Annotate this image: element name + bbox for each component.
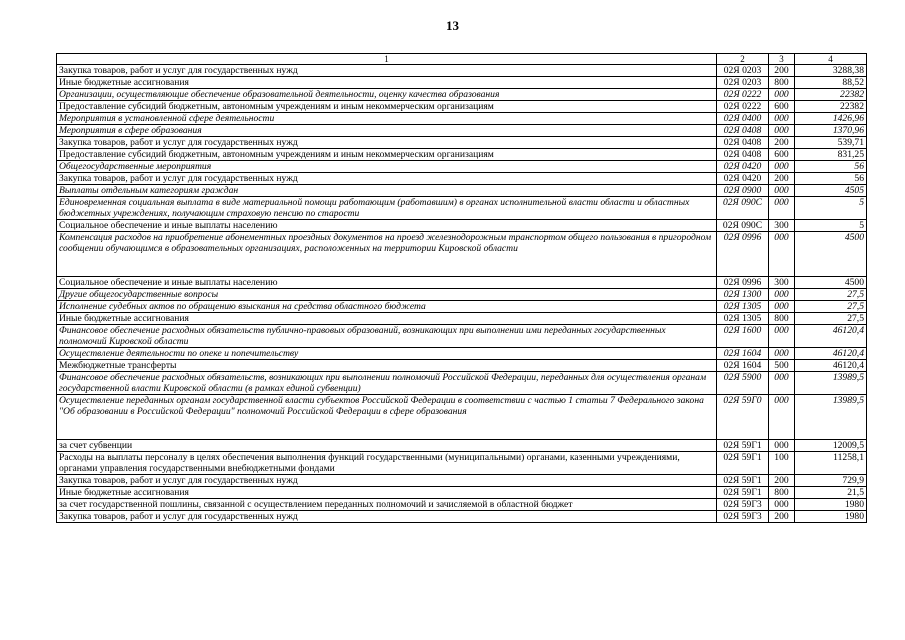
row-target-code: 02Я 090С: [717, 220, 769, 232]
table-row: [57, 232, 867, 277]
table-row: [57, 137, 867, 149]
row-expense-type: 200: [769, 511, 795, 523]
row-name: Мероприятия в установленной сфере деятельности: [57, 113, 717, 125]
table-row: [57, 185, 867, 197]
row-target-code: 02Я 59Г3: [717, 499, 769, 511]
row-name: Расходы на выплаты персоналу в целях обеспечения выполнения функций государственными (муниципальными) органами, казенными учреждениями, органами управления государственными внебюджетными фондами: [57, 452, 717, 475]
row-expense-type: 800: [769, 313, 795, 325]
row-amount: 831,25: [795, 149, 867, 161]
table-row: [57, 161, 867, 173]
row-name: Единовременная социальная выплата в виде материальной помощи работающим (работавшим) в органах исполнительной власти области и областных бюджетных учреждениях, получающим страховую пенсию по старости: [57, 197, 717, 220]
row-amount: 46120,4: [795, 325, 867, 348]
row-name: за счет государственной пошлины, связанной с осуществлением переданных полномочий и зачисляемой в областной бюджет: [57, 499, 717, 511]
row-target-code: 02Я 0203: [717, 65, 769, 77]
row-expense-type: 000: [769, 325, 795, 348]
row-amount: 5: [795, 220, 867, 232]
row-amount: 4500: [795, 232, 867, 277]
row-target-code: 02Я 0996: [717, 232, 769, 277]
row-name: Закупка товаров, работ и услуг для государственных нужд: [57, 511, 717, 523]
page-number: 13: [446, 18, 459, 33]
row-name: Иные бюджетные ассигнования: [57, 77, 717, 89]
row-expense-type: 200: [769, 173, 795, 185]
row-name: Исполнение судебных актов по обращению взыскания на средства областного бюджета: [57, 301, 717, 313]
row-amount: 729,9: [795, 475, 867, 487]
table-row: [57, 452, 867, 475]
table-row: [57, 372, 867, 395]
row-target-code: 02Я 1305: [717, 313, 769, 325]
row-expense-type: 000: [769, 372, 795, 395]
table-row: [57, 487, 867, 499]
row-amount: 46120,4: [795, 348, 867, 360]
row-target-code: 02Я 59Г0: [717, 395, 769, 440]
row-name: Осуществление деятельности по опеке и попечительству: [57, 348, 717, 360]
row-amount: 22382: [795, 101, 867, 113]
row-name: Предоставление субсидий бюджетным, автономным учреждениям и иным некоммерческим организациям: [57, 101, 717, 113]
row-expense-type: 000: [769, 89, 795, 101]
row-target-code: 02Я 0408: [717, 125, 769, 137]
table-header-row: [57, 54, 867, 65]
row-amount: 11258,1: [795, 452, 867, 475]
table-row: [57, 499, 867, 511]
row-amount: 46120,4: [795, 360, 867, 372]
budget-table: [56, 53, 867, 523]
table-row: [57, 313, 867, 325]
header-col-1: 1: [57, 54, 717, 65]
row-amount: 27,5: [795, 289, 867, 301]
row-amount: 13989,5: [795, 395, 867, 440]
row-name: Социальное обеспечение и иные выплаты населению: [57, 277, 717, 289]
table-row: [57, 220, 867, 232]
row-name: Другие общегосударственные вопросы: [57, 289, 717, 301]
table-row: [57, 197, 867, 220]
row-amount: 1426,96: [795, 113, 867, 125]
row-name: Организации, осуществляющие обеспечение образовательной деятельности, оценку качества образования: [57, 89, 717, 101]
row-expense-type: 000: [769, 197, 795, 220]
table-row: [57, 475, 867, 487]
row-expense-type: 600: [769, 101, 795, 113]
table-row: [57, 440, 867, 452]
row-expense-type: 500: [769, 360, 795, 372]
row-target-code: 02Я 1604: [717, 360, 769, 372]
table-row: [57, 113, 867, 125]
row-name: Финансовое обеспечение расходных обязательств, возникающих при выполнении полномочий Российской Федерации, переданных для осуществления органам государственной власти Кировской области (в рамках единой субвенции): [57, 372, 717, 395]
table-row: [57, 125, 867, 137]
row-target-code: 02Я 0408: [717, 137, 769, 149]
row-name: Межбюджетные трансферты: [57, 360, 717, 372]
row-amount: 22382: [795, 89, 867, 101]
row-amount: 5: [795, 197, 867, 220]
table-row: [57, 511, 867, 523]
row-expense-type: 800: [769, 77, 795, 89]
row-target-code: 02Я 5900: [717, 372, 769, 395]
row-amount: 27,5: [795, 313, 867, 325]
row-target-code: 02Я 1604: [717, 348, 769, 360]
row-target-code: 02Я 59Г1: [717, 440, 769, 452]
table-row: [57, 77, 867, 89]
row-target-code: 02Я 090С: [717, 197, 769, 220]
row-amount: 1370,96: [795, 125, 867, 137]
row-target-code: 02Я 0222: [717, 101, 769, 113]
row-expense-type: 000: [769, 440, 795, 452]
table-body: [57, 65, 867, 523]
row-amount: 12009,5: [795, 440, 867, 452]
row-amount: 27,5: [795, 301, 867, 313]
row-name: Общегосударственные мероприятия: [57, 161, 717, 173]
row-expense-type: 000: [769, 113, 795, 125]
row-expense-type: 000: [769, 499, 795, 511]
row-amount: 1980: [795, 511, 867, 523]
row-amount: 1980: [795, 499, 867, 511]
table-row: [57, 65, 867, 77]
row-name: Социальное обеспечение и иные выплаты населению: [57, 220, 717, 232]
row-target-code: 02Я 1300: [717, 289, 769, 301]
table-row: [57, 101, 867, 113]
row-target-code: 02Я 0203: [717, 77, 769, 89]
row-name: Закупка товаров, работ и услуг для государственных нужд: [57, 137, 717, 149]
row-expense-type: 200: [769, 475, 795, 487]
row-expense-type: 000: [769, 395, 795, 440]
table-row: [57, 301, 867, 313]
row-expense-type: 300: [769, 277, 795, 289]
row-expense-type: 000: [769, 232, 795, 277]
row-name: Финансовое обеспечение расходных обязательств публично-правовых образований, возникающих при выполнении ими переданных государственных полномочий Кировской области: [57, 325, 717, 348]
row-expense-type: 200: [769, 137, 795, 149]
row-target-code: 02Я 0996: [717, 277, 769, 289]
table-row: [57, 325, 867, 348]
row-target-code: 02Я 59Г1: [717, 452, 769, 475]
row-target-code: 02Я 1305: [717, 301, 769, 313]
row-amount: 56: [795, 161, 867, 173]
row-target-code: 02Я 0420: [717, 161, 769, 173]
row-name: за счет субвенции: [57, 440, 717, 452]
row-amount: 4505: [795, 185, 867, 197]
row-amount: 13989,5: [795, 372, 867, 395]
row-expense-type: 600: [769, 149, 795, 161]
row-target-code: 02Я 0408: [717, 149, 769, 161]
row-amount: 4500: [795, 277, 867, 289]
row-amount: 88,52: [795, 77, 867, 89]
row-expense-type: 000: [769, 348, 795, 360]
row-name: Выплаты отдельным категориям граждан: [57, 185, 717, 197]
row-expense-type: 100: [769, 452, 795, 475]
row-name: Закупка товаров, работ и услуг для государственных нужд: [57, 173, 717, 185]
row-target-code: 02Я 0900: [717, 185, 769, 197]
row-name: Закупка товаров, работ и услуг для государственных нужд: [57, 65, 717, 77]
row-expense-type: 300: [769, 220, 795, 232]
row-name: Мероприятия в сфере образования: [57, 125, 717, 137]
row-amount: 56: [795, 173, 867, 185]
header-col-2: 2: [717, 54, 769, 65]
table-row: [57, 89, 867, 101]
row-target-code: 02Я 0400: [717, 113, 769, 125]
row-amount: 539,71: [795, 137, 867, 149]
table-row: [57, 348, 867, 360]
header-col-3: 3: [769, 54, 795, 65]
row-name: Компенсация расходов на приобретение абонементных проездных документов на проезд железнодорожным транспортом общего пользования в пригородном сообщении обучающимся в образовательных организациях, расположенных на территории Кировской области: [57, 232, 717, 277]
header-col-4: 4: [795, 54, 867, 65]
row-amount: 21,5: [795, 487, 867, 499]
table-row: [57, 149, 867, 161]
row-target-code: 02Я 59Г1: [717, 475, 769, 487]
table-row: [57, 173, 867, 185]
row-name: Предоставление субсидий бюджетным, автономным учреждениям и иным некоммерческим организациям: [57, 149, 717, 161]
row-name: Осуществление переданных органам государственной власти субъектов Российской Федерации в соответствии с частью 1 статьи 7 Федерального закона "Об образовании в Российской Федерации" полномочий Российской Федерации в сфере образования: [57, 395, 717, 440]
row-name: Иные бюджетные ассигнования: [57, 487, 717, 499]
table-row: [57, 360, 867, 372]
row-name: Закупка товаров, работ и услуг для государственных нужд: [57, 475, 717, 487]
row-target-code: 02Я 0420: [717, 173, 769, 185]
row-amount: 3288,38: [795, 65, 867, 77]
row-expense-type: 800: [769, 487, 795, 499]
table-row: [57, 395, 867, 440]
row-expense-type: 000: [769, 289, 795, 301]
row-expense-type: 000: [769, 185, 795, 197]
row-expense-type: 000: [769, 161, 795, 173]
row-target-code: 02Я 1600: [717, 325, 769, 348]
row-expense-type: 000: [769, 301, 795, 313]
table-row: [57, 289, 867, 301]
row-target-code: 02Я 59Г3: [717, 511, 769, 523]
row-target-code: 02Я 0222: [717, 89, 769, 101]
row-expense-type: 000: [769, 125, 795, 137]
row-expense-type: 200: [769, 65, 795, 77]
row-name: Иные бюджетные ассигнования: [57, 313, 717, 325]
row-target-code: 02Я 59Г1: [717, 487, 769, 499]
table-row: [57, 277, 867, 289]
